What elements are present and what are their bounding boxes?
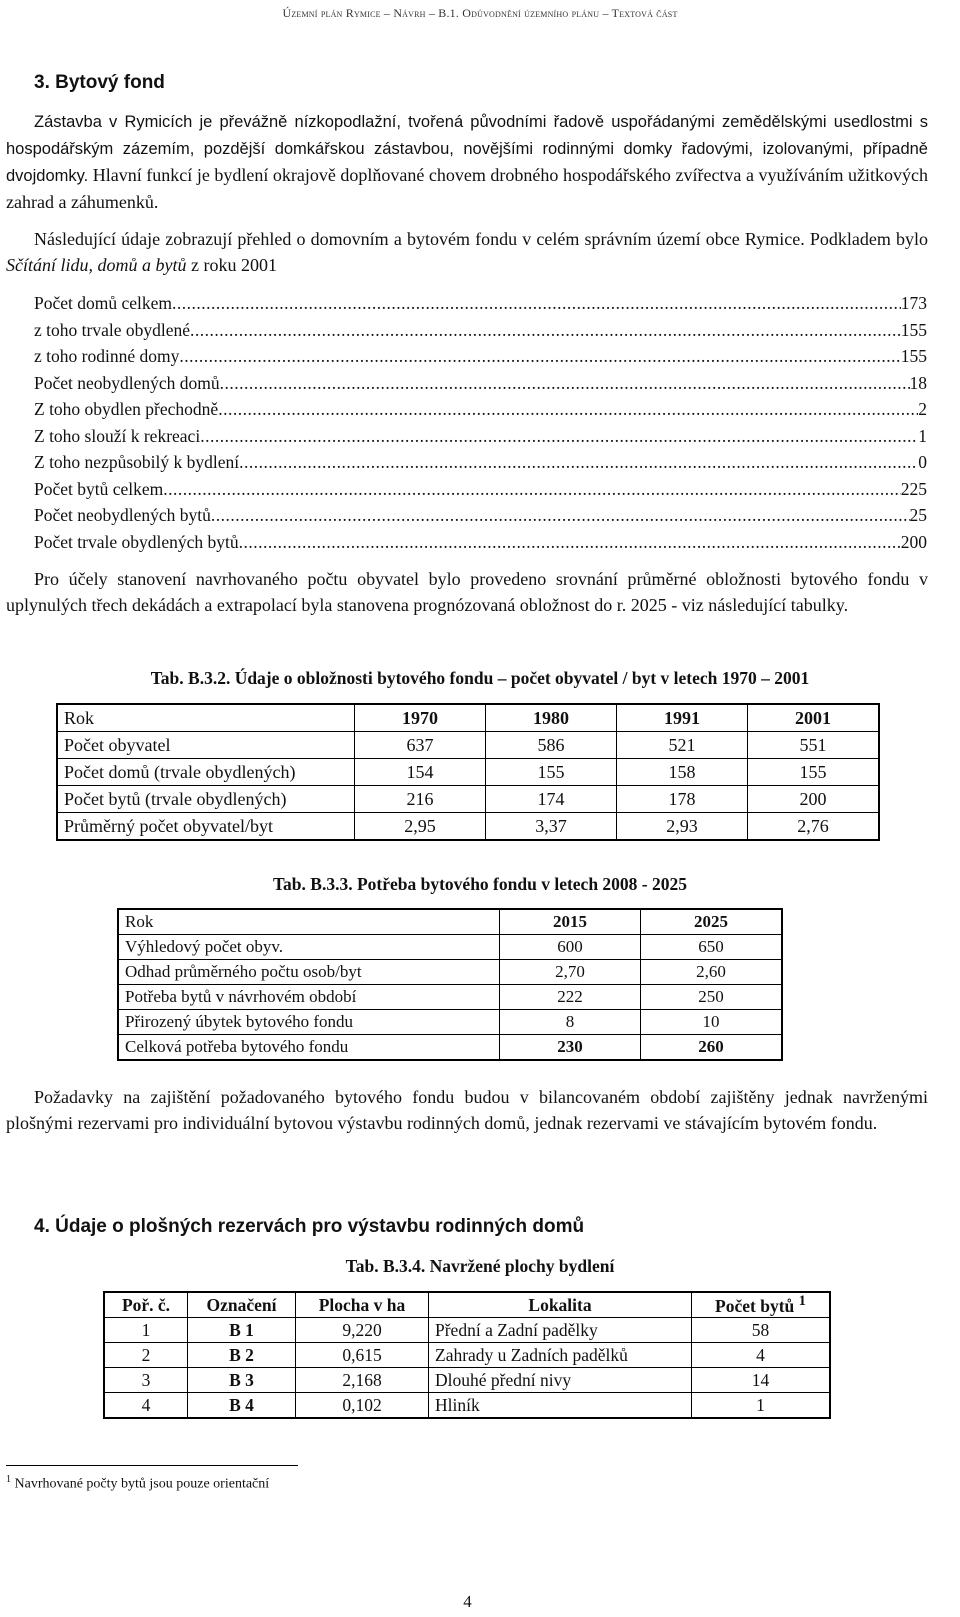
table-cell: 3,37 <box>486 813 617 841</box>
table-cell: 155 <box>748 759 880 786</box>
table-cell: Rok <box>57 704 355 732</box>
table-cell: 1970 <box>355 704 486 732</box>
source-paragraph <box>6 226 928 278</box>
table-cell: 155 <box>486 759 617 786</box>
dot-leader <box>190 317 901 344</box>
housing-stats-list <box>34 290 927 555</box>
table-cell: 586 <box>486 732 617 759</box>
table-row <box>57 813 879 841</box>
table-row <box>57 786 879 813</box>
source-text-start: Následující údaje zobrazují přehled o domovním a bytovém fondu v celém správním území obce Rymice. Podkladem bylo <box>34 229 928 249</box>
table-row <box>118 935 782 960</box>
table-cell: Odhad průměrného počtu osob/byt <box>118 960 500 985</box>
dot-leader <box>200 423 918 450</box>
table-cell: B 3 <box>188 1368 296 1393</box>
stat-row <box>34 449 927 476</box>
table-cell: 200 <box>748 786 880 813</box>
footnote <box>6 1474 269 1493</box>
table-row <box>118 985 782 1010</box>
dot-leader <box>179 343 900 370</box>
table-cell: 4 <box>104 1393 188 1419</box>
intro-sentence-2: Hlavní funkcí je bydlení okrajově doplňované chovem drobného hospodářského zvířectva a využíváním užitkových zahrad a záhumenků. <box>6 165 928 212</box>
table-row <box>57 732 879 759</box>
stat-row <box>34 370 927 397</box>
table-cell: 14 <box>692 1368 831 1393</box>
table-cell: 1980 <box>486 704 617 732</box>
stat-value: 1 <box>918 425 927 446</box>
table-cell: 174 <box>486 786 617 813</box>
section-4-title: 4. Údaje o plošných rezervách pro výstavbu rodinných domů <box>34 1216 585 1237</box>
page-number: 4 <box>463 1592 472 1611</box>
table-cell: Počet domů (trvale obydlených) <box>57 759 355 786</box>
table-cell: 2,76 <box>748 813 880 841</box>
table-cell: 0,102 <box>296 1393 429 1419</box>
table-header-row <box>104 1292 830 1318</box>
intro-sentence-1: Zástavba v Rymicích je převážně nízkopodlažní, tvořená původními řadově uspořádanými zemědělskými usedlostmi s hospodářským zázemím, pozdější domkářskou zástavbou, novějšími rodinnými domky řadovými, izolovanými, případně dvojdomky. <box>6 113 928 185</box>
table-cell: Průměrný počet obyvatel/byt <box>57 813 355 841</box>
table-cell: Plocha v ha <box>296 1292 429 1318</box>
section-3-title: 3. Bytový fond <box>34 72 165 93</box>
table-cell: 4 <box>692 1343 831 1368</box>
table-row <box>104 1368 830 1393</box>
table-cell: Výhledový počet obyv. <box>118 935 500 960</box>
requirements-paragraph: Požadavky na zajištění požadovaného bytového fondu budou v bilancovaném období zajištěny jednak navrženými plošnými rezervami pro individuální bytovou výstavbu rodinných domů, jednak rezervami ve stávajícím bytovém fondu. <box>6 1087 928 1133</box>
stat-label: z toho trvale obydlené <box>34 319 190 340</box>
stat-row <box>34 396 927 423</box>
table-cell: 158 <box>617 759 748 786</box>
table-row <box>104 1343 830 1368</box>
table-1-caption: Tab. B.3.2. Údaje o obložnosti bytového fondu – počet obyvatel / byt v letech 1970 – 2001 <box>150 668 810 688</box>
dot-leader <box>218 396 918 423</box>
stat-row <box>34 290 927 317</box>
stat-value: 18 <box>909 372 927 393</box>
stat-row <box>34 423 927 450</box>
table-row <box>118 1035 782 1061</box>
stat-value: 200 <box>900 531 927 552</box>
table-cell: 178 <box>617 786 748 813</box>
stat-label: Počet neobydlených domů <box>34 372 220 393</box>
dot-leader <box>172 290 901 317</box>
stat-value: 155 <box>900 319 927 340</box>
table-2-caption: Tab. B.3.3. Potřeba bytového fondu v letech 2008 - 2025 <box>272 874 688 894</box>
table-cell: 8 <box>500 1010 641 1035</box>
table-cell: Označení <box>188 1292 296 1318</box>
stat-value: 2 <box>918 399 927 419</box>
table-cell: Zahrady u Zadních padělků <box>429 1343 692 1368</box>
stat-value: 25 <box>909 505 927 525</box>
table-header-row <box>118 909 782 935</box>
stat-label: Počet domů celkem <box>34 293 173 313</box>
table-row <box>118 960 782 985</box>
table-cell: Potřeba bytů v návrhovém období <box>118 985 500 1010</box>
table-cell: 9,220 <box>296 1318 429 1343</box>
occupancy-paragraph: Pro účely stanovení navrhovaného počtu obyvatel bylo provedeno srovnání průměrné obložnosti bytového fondu v uplynulých třech dekádách a extrapolací byla stanovena prognózovaná obložnost do r. 2025 - viz následující tabulky. <box>6 569 928 615</box>
table-cell: 2,95 <box>355 813 486 841</box>
table-cell: 2,60 <box>641 960 783 985</box>
table-cell: 637 <box>355 732 486 759</box>
intro-paragraph <box>6 108 928 215</box>
occupancy-table <box>56 703 880 841</box>
running-header: Územní plán Rymice – Návrh – B.1. Odůvodnění územního plánu – Textová část <box>282 6 678 20</box>
table-cell: 1 <box>692 1393 831 1419</box>
dot-leader <box>239 529 901 556</box>
table-cell: Lokalita <box>429 1292 692 1318</box>
table-cell <box>692 1292 831 1318</box>
table-row <box>104 1393 830 1419</box>
stat-row <box>34 343 927 370</box>
footnote-number: 1 <box>6 1474 11 1485</box>
stat-label: Z toho obydlen přechodně <box>34 399 219 419</box>
table-cell: 250 <box>641 985 783 1010</box>
table-cell: 154 <box>355 759 486 786</box>
table-cell: Počet bytů (trvale obydlených) <box>57 786 355 813</box>
dot-leader <box>220 370 910 397</box>
table-cell: 2025 <box>641 909 783 935</box>
table-cell: Počet obyvatel <box>57 732 355 759</box>
table-cell: 58 <box>692 1318 831 1343</box>
dot-leader <box>163 476 900 503</box>
stat-row <box>34 476 927 503</box>
source-text-end: z roku 2001 <box>186 255 277 275</box>
table-cell: 3 <box>104 1368 188 1393</box>
table-cell: 222 <box>500 985 641 1010</box>
stat-row <box>34 502 927 529</box>
stat-label: Z toho slouží k rekreaci <box>34 425 201 446</box>
table-cell: Poř. č. <box>104 1292 188 1318</box>
footnote-divider <box>6 1465 298 1466</box>
table-cell: 2,70 <box>500 960 641 985</box>
stat-label: Z toho nezpůsobilý k bydlení <box>34 452 240 472</box>
table-cell: B 2 <box>188 1343 296 1368</box>
stat-value: 155 <box>900 346 927 366</box>
table-cell: 521 <box>617 732 748 759</box>
table-cell: 2001 <box>748 704 880 732</box>
stat-value: 0 <box>918 452 927 472</box>
table-row <box>118 1010 782 1035</box>
footnote-text: Navrhované počty bytů jsou pouze orientační <box>14 1476 270 1492</box>
table-row <box>104 1318 830 1343</box>
table-cell: 551 <box>748 732 880 759</box>
table-cell: 0,615 <box>296 1343 429 1368</box>
table-row <box>57 759 879 786</box>
stat-row <box>34 529 927 556</box>
table-cell: Dlouhé přední nivy <box>429 1368 692 1393</box>
stat-label: Počet trvale obydlených bytů <box>34 531 239 552</box>
housing-need-table <box>117 908 783 1061</box>
table-cell: 230 <box>500 1035 641 1061</box>
table-cell: 216 <box>355 786 486 813</box>
stat-label: Počet bytů celkem <box>34 478 164 499</box>
stat-value: 173 <box>900 293 927 313</box>
table-cell: 650 <box>641 935 783 960</box>
table-3-caption: Tab. B.3.4. Navržené plochy bydlení <box>345 1256 615 1276</box>
table-cell: Přirozený úbytek bytového fondu <box>118 1010 500 1035</box>
dot-leader <box>211 502 910 529</box>
housing-areas-table <box>103 1291 831 1419</box>
table-cell: 10 <box>641 1010 783 1035</box>
dot-leader <box>239 449 918 476</box>
table-cell: 2 <box>104 1343 188 1368</box>
table-cell: 2,93 <box>617 813 748 841</box>
table-cell: Přední a Zadní padělky <box>429 1318 692 1343</box>
table-cell: Celková potřeba bytového fondu <box>118 1035 500 1061</box>
table-cell: 260 <box>641 1035 783 1061</box>
table-cell: Rok <box>118 909 500 935</box>
table-cell: B 4 <box>188 1393 296 1419</box>
stat-label: z toho rodinné domy <box>34 346 180 366</box>
table-cell: 1 <box>104 1318 188 1343</box>
source-title: Sčítání lidu, domů a bytů <box>6 255 187 275</box>
table-header-row <box>57 704 879 732</box>
footnote-mark: 1 <box>798 1293 806 1310</box>
table-cell: 1991 <box>617 704 748 732</box>
table-cell: 2015 <box>500 909 641 935</box>
table-cell: 2,168 <box>296 1368 429 1393</box>
stat-row <box>34 317 927 344</box>
table-cell: B 1 <box>188 1318 296 1343</box>
header-label: Počet bytů <box>715 1295 795 1316</box>
stat-label: Počet neobydlených bytů <box>34 505 211 525</box>
table-cell: 600 <box>500 935 641 960</box>
table-cell: Hliník <box>429 1393 692 1419</box>
stat-value: 225 <box>900 478 927 499</box>
